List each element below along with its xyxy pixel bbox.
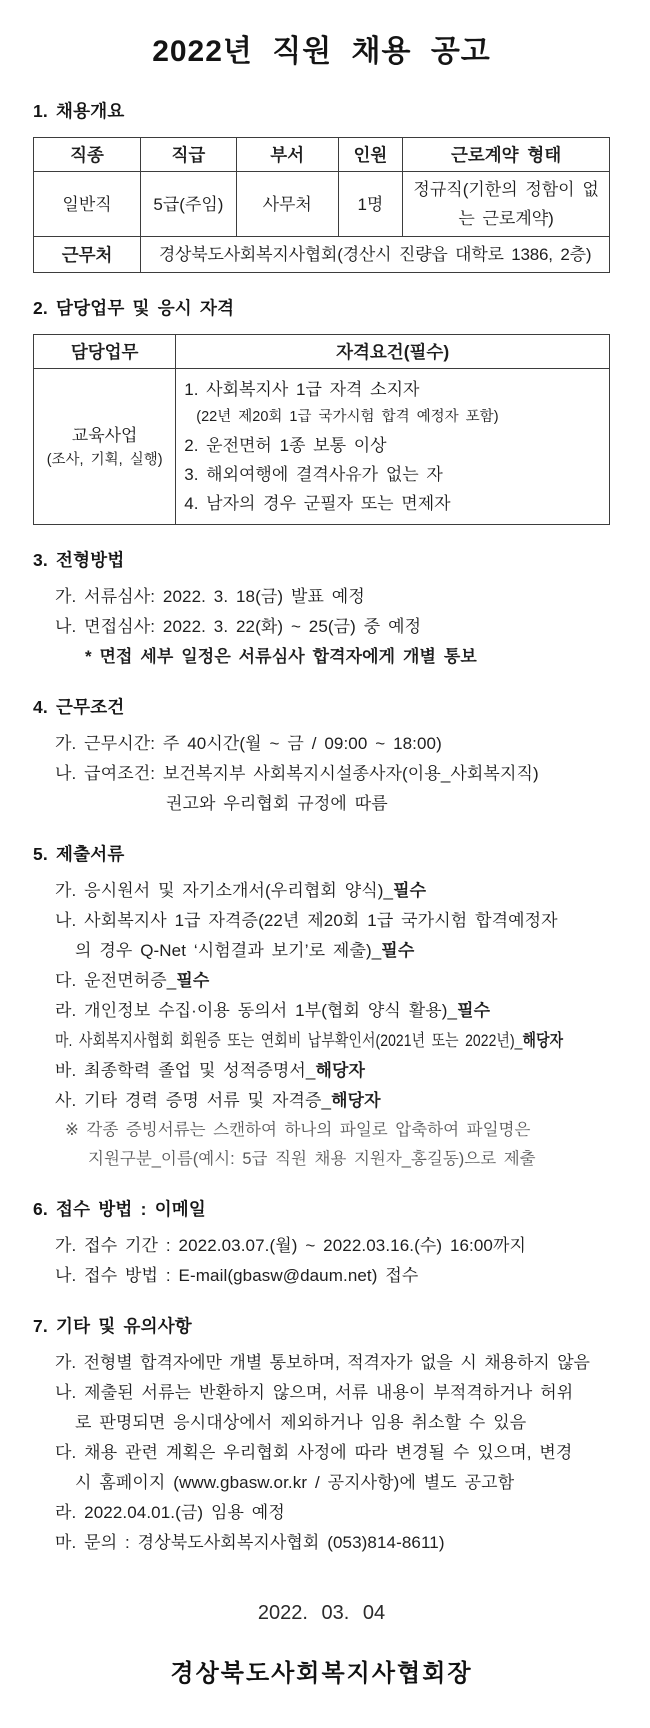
section-required-documents (33, 841, 610, 1174)
cell-contract-type: 정규직(기한의 정함이 없는 근로계약) (403, 172, 610, 237)
col-header-requirements: 자격요건(필수) (176, 335, 610, 369)
overview-table (33, 137, 610, 273)
section-application-method (33, 1196, 610, 1291)
overview-table-data-row (34, 172, 610, 237)
list-item-text: 의 경우 Q-Net ‘시험결과 보기’로 제출)_ (75, 941, 382, 960)
requirement-item: 2. 운전면허 1종 보통 이상 (184, 436, 387, 455)
list-item-text: 다. 운전면허증_ (55, 971, 177, 990)
list-item-continuation: 권고와 우리협회 규정에 따름 (166, 794, 388, 813)
list-item: 마. 문의 : 경상북도사회복지사협회 (053)814-8611) (55, 1533, 445, 1552)
requirement-item: 1. 사회복지사 1급 자격 소지자 (184, 380, 420, 399)
requirement-item: 3. 해외여행에 결격사유가 없는 자 (184, 465, 443, 484)
cell-department: 사무처 (236, 172, 338, 237)
col-header-headcount: 인원 (338, 138, 403, 172)
list-item: 다. 채용 관련 계획은 우리협회 사정에 따라 변경될 수 있으며, 변경 (55, 1443, 573, 1462)
duty-main-text: 교육사업 (71, 425, 138, 445)
list-item: 나. 제출된 서류는 반환하지 않으며, 서류 내용이 부적격하거나 허위 (55, 1383, 574, 1402)
list-item-text: 나. 사회복지사 1급 자격증(22년 제20회 1급 국가시험 합격예정자 (55, 911, 558, 930)
list-item (33, 906, 610, 936)
cell-jobtype: 일반직 (34, 172, 141, 237)
overview-table-header-row (34, 138, 610, 172)
list-item: 나. 급여조건: 보건복지부 사회복지시설종사자(이용_사회복지직) (55, 764, 539, 783)
list-item: 나. 접수 방법 : E-mail(gbasw@daum.net) 접수 (55, 1266, 419, 1285)
section-heading-6: 6. 접수 방법 : 이메일 (33, 1199, 207, 1219)
list-item-bold: 필수 (457, 1001, 491, 1020)
list-item-continuation: 시 홈페이지 (www.gbasw.or.kr / 공지사항)에 별도 공고함 (75, 1473, 515, 1492)
documents-note-continuation: 지원구분_이름(예시: 5급 직원 채용 지원자_홍길동)으로 제출 (88, 1150, 536, 1168)
overview-table-workplace-row (34, 237, 610, 273)
list-item (33, 996, 610, 1026)
col-header-contract-type: 근로계약 형태 (403, 138, 610, 172)
list-item-text: 가. 응시원서 및 자기소개서(우리협회 양식)_ (55, 881, 394, 900)
cell-requirements (176, 369, 610, 525)
section-recruitment-overview (33, 98, 610, 273)
list-item: 라. 2022.04.01.(금) 임용 예정 (55, 1503, 285, 1522)
list-item-bold: 필수 (393, 881, 427, 900)
section-working-conditions (33, 694, 610, 819)
list-item: 가. 근무시간: 주 40시간(월 ~ 금 / 09:00 ~ 18:00) (55, 734, 442, 753)
list-item-text: 사. 기타 경력 증명 서류 및 자격증_ (55, 1091, 332, 1110)
section-heading-3: 3. 전형방법 (33, 550, 125, 570)
section-heading-2: 2. 담당업무 및 응시 자격 (33, 298, 235, 318)
list-item: 가. 접수 기간 : 2022.03.07.(월) ~ 2022.03.16.(수) 16:00까지 (55, 1236, 527, 1255)
requirement-item-sub: (22년 제20회 1급 국가시험 합격 예정자 포함) (196, 409, 499, 425)
cell-duty (34, 369, 176, 525)
list-item-bold: 필수 (176, 971, 210, 990)
section-duties-qualifications (33, 295, 610, 525)
cell-workplace-value: 경상북도사회복지사협회(경산시 진량읍 대학로 1386, 2층) (141, 237, 610, 273)
signature-title: 경상북도사회복지사협회장 (170, 1660, 473, 1687)
page-title: 2022년 직원 채용 공고 (152, 35, 491, 68)
interview-note: * 면접 세부 일정은 서류심사 합격자에게 개별 통보 (85, 647, 477, 666)
documents-note: ※ 각종 증빙서류는 스캔하여 하나의 파일로 압축하여 파일명은 (65, 1121, 531, 1139)
list-item (33, 876, 610, 906)
requirement-item: 4. 남자의 경우 군필자 또는 면제자 (184, 494, 451, 513)
list-item-condensed (55, 1026, 563, 1056)
list-item-text: 바. 최종학력 졸업 및 성적증명서_ (55, 1061, 316, 1080)
cell-workplace-label: 근무처 (34, 237, 141, 273)
list-item: 가. 전형별 합격자에만 개별 통보하며, 적격자가 없을 시 채용하지 않음 (55, 1353, 590, 1372)
list-item (33, 1026, 610, 1056)
duties-table-header-row (34, 335, 610, 369)
list-item-continuation: 로 판명되면 응시대상에서 제외하거나 임용 취소할 수 있음 (75, 1413, 527, 1432)
list-item-bold: 해당자 (331, 1091, 381, 1110)
duty-sub-text: (조사, 기획, 실행) (46, 451, 163, 468)
duties-table-body-row (34, 369, 610, 525)
list-item (33, 1086, 610, 1116)
section-heading-5: 5. 제출서류 (33, 844, 125, 864)
col-header-duty: 담당업무 (34, 335, 176, 369)
list-item (33, 966, 610, 996)
announcement-date: 2022. 03. 04 (257, 1602, 386, 1624)
list-item (33, 1056, 610, 1086)
section-heading-1: 1. 채용개요 (33, 101, 125, 121)
cell-grade: 5급(주임) (141, 172, 237, 237)
list-item-bold: 해당자 (315, 1061, 366, 1080)
section-heading-4: 4. 근무조건 (33, 697, 125, 717)
col-header-department: 부서 (236, 138, 338, 172)
list-item: 나. 면접심사: 2022. 3. 22(화) ~ 25(금) 중 예정 (55, 617, 422, 636)
section-heading-7: 7. 기타 및 유의사항 (33, 1316, 192, 1336)
list-item-bold: 해당자 (522, 1031, 564, 1050)
list-item: 가. 서류심사: 2022. 3. 18(금) 발표 예정 (55, 587, 365, 606)
col-header-jobtype: 직종 (34, 138, 141, 172)
col-header-grade: 직급 (141, 138, 237, 172)
list-item-continuation (33, 936, 610, 966)
list-item-bold: 필수 (381, 941, 415, 960)
list-item-text: 라. 개인정보 수집·이용 동의서 1부(협회 양식 활용)_ (55, 1001, 458, 1020)
list-item-text: 마. 사회복지사협회 회원증 또는 연회비 납부확인서(2021년 또는 2022년)_ (55, 1031, 523, 1050)
duties-table (33, 334, 610, 525)
cell-headcount: 1명 (338, 172, 403, 237)
section-other-notices (33, 1313, 610, 1558)
section-selection-method (33, 547, 610, 672)
